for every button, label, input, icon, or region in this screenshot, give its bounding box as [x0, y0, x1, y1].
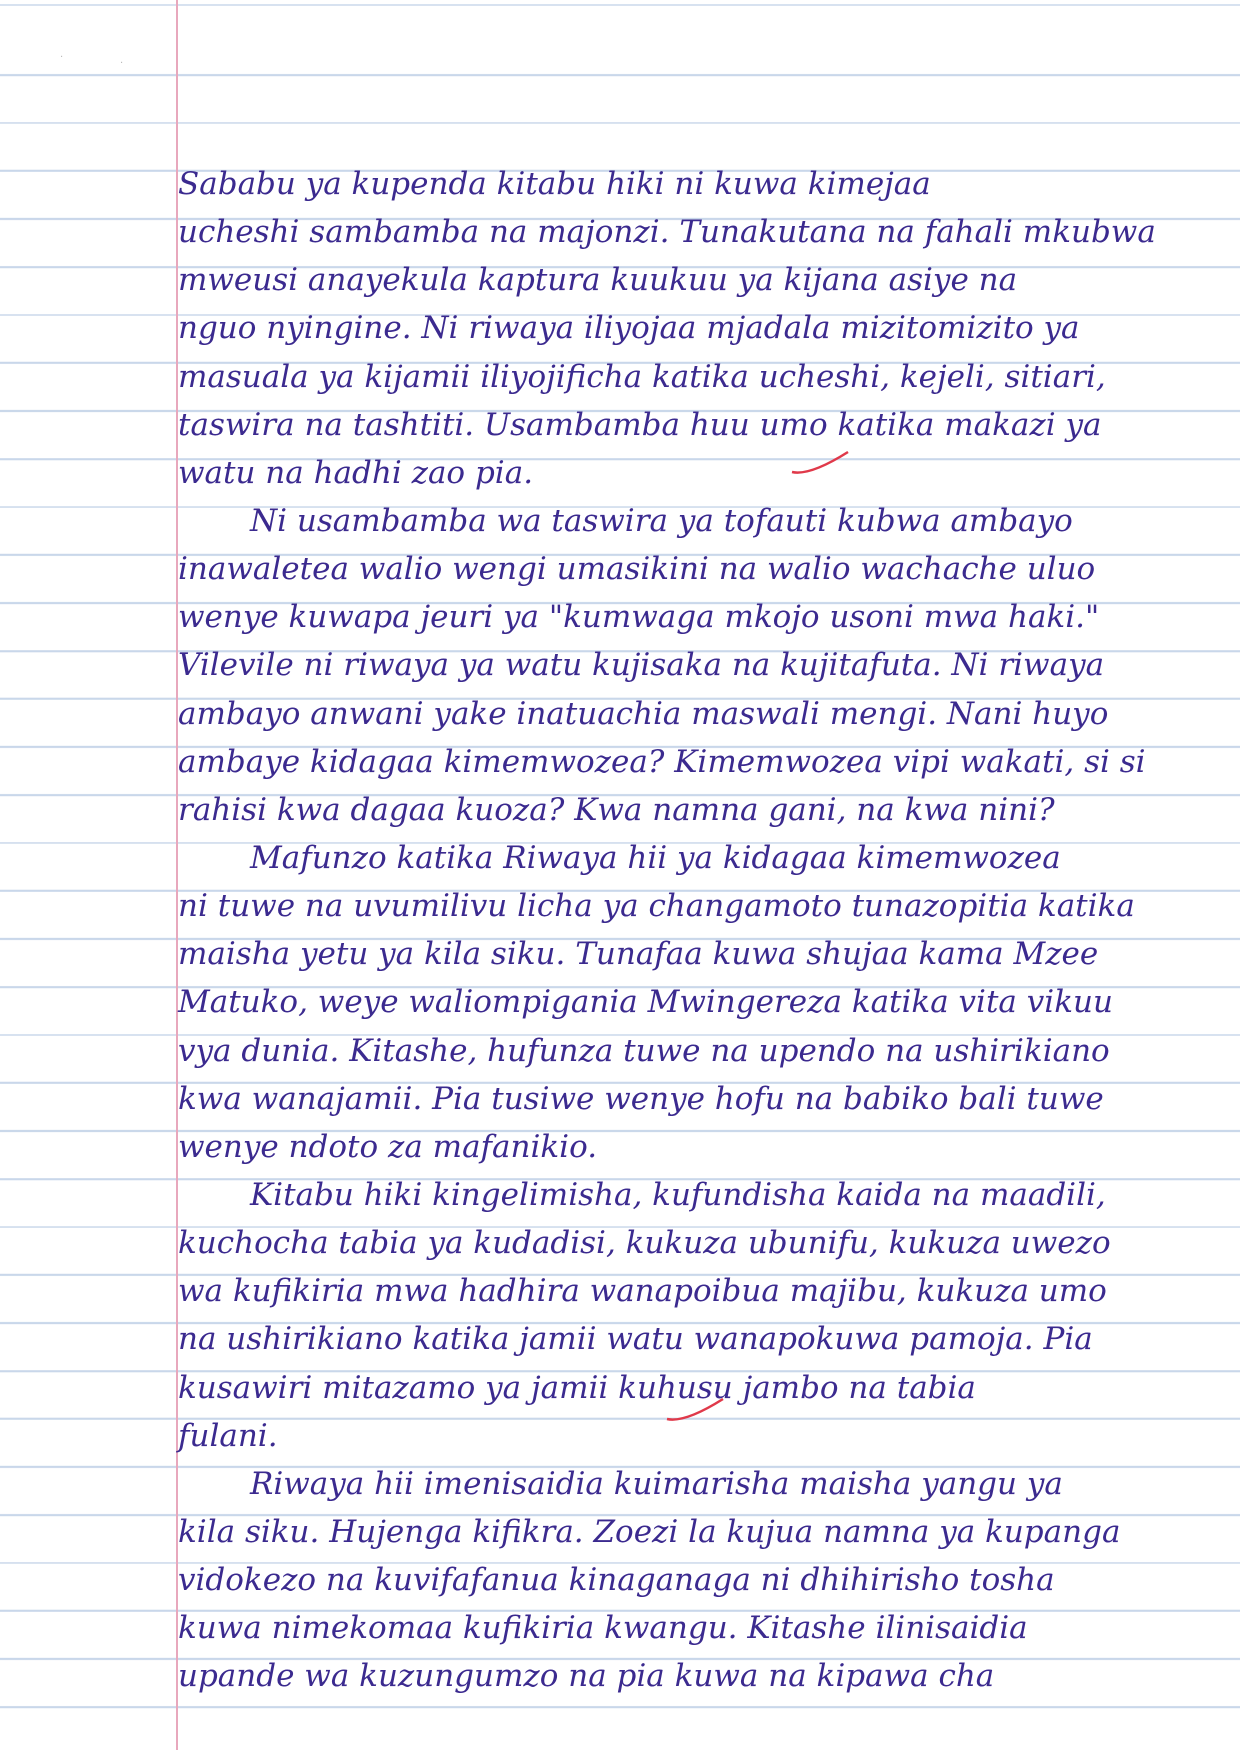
essay-line: rahisi kwa dagaa kuoza? Kwa namna gani, na kwa nini?	[178, 791, 1055, 828]
essay-line: wa kufikiria mwa hadhira wanapoibua majibu, kukuza umo	[178, 1273, 1107, 1310]
essay-line: ambaye kidagaa kimemwozea? Kimemwozea vipi wakati, si si	[178, 743, 1146, 780]
red-tick-mark	[790, 448, 850, 478]
essay-line: fulani.	[178, 1417, 278, 1454]
essay-line: ucheshi sambamba na majonzi. Tunakutana na fahali mkubwa	[178, 214, 1156, 251]
essay-line: kuchocha tabia ya kudadisi, kukuza ubunifu, kukuza uwezo	[178, 1225, 1111, 1262]
essay-line: maisha yetu ya kila siku. Tunafaa kuwa shujaa kama Mzee	[178, 936, 1099, 973]
essay-line: upande wa kuzungumzo na pia kuwa na kipawa cha	[178, 1658, 995, 1695]
essay-line: taswira na tashtiti. Usambamba huu umo katika makazi ya	[178, 406, 1102, 443]
essay-line: Sababu ya kupenda kitabu hiki ni kuwa kimejaa	[178, 166, 931, 202]
essay-line: Riwaya hii imenisaidia kuimarisha maisha yangu ya	[250, 1465, 1063, 1502]
essay-line: ambayo anwani yake inatuachia maswali mengi. Nani huyo	[178, 695, 1109, 732]
essay-line: inawaletea walio wengi umasikini na walio wachache uluo	[178, 551, 1096, 588]
essay-line: Ni usambamba wa taswira ya tofauti kubwa ambayo	[250, 502, 1073, 539]
essay-line: ni tuwe na uvumilivu licha ya changamoto tunazopitia katika	[178, 888, 1135, 925]
essay-line: kuwa nimekomaa kufikiria kwangu. Kitashe ilinisaidia	[178, 1610, 1028, 1647]
essay-line: Vilevile ni riwaya ya watu kujisaka na kujitafuta. Ni riwaya	[178, 647, 1105, 684]
essay-line: Matuko, weye waliompigania Mwingereza katika vita vikuu	[178, 984, 1113, 1021]
essay-line: vidokezo na kuvifafanua kinaganaga ni dhihirisho tosha	[178, 1562, 1055, 1599]
essay-line: na ushirikiano katika jamii watu wanapokuwa pamoja. Pia	[178, 1321, 1093, 1358]
essay-line: masuala ya kijamii iliyojificha katika ucheshi, kejeli, sitiari,	[178, 358, 1106, 395]
essay-line: Kitabu hiki kingelimisha, kufundisha kaida na maadili,	[250, 1176, 1106, 1213]
essay-line: watu na hadhi zao pia.	[178, 454, 534, 491]
essay-line: mweusi anayekula kaptura kuukuu ya kijana asiye na	[178, 262, 1018, 299]
paper-speck: ·	[60, 52, 64, 63]
paper-speck: ·	[120, 58, 124, 69]
essay-line: Mafunzo katika Riwaya hii ya kidagaa kimemwozea	[250, 839, 1061, 876]
handwritten-essay	[178, 160, 1228, 1701]
red-tick-mark	[665, 1395, 725, 1425]
essay-line: nguo nyingine. Ni riwaya iliyojaa mjadala mizitomizito ya	[178, 310, 1080, 347]
essay-line: vya dunia. Kitashe, hufunza tuwe na upendo na ushirikiano	[178, 1032, 1110, 1069]
essay-line: wenye ndoto za mafanikio.	[178, 1128, 598, 1165]
essay-line: kila siku. Hujenga kifikra. Zoezi la kujua namna ya kupanga	[178, 1513, 1121, 1550]
essay-line: kusawiri mitazamo ya jamii kuhusu jambo na tabia	[178, 1369, 976, 1406]
essay-line: kwa wanajamii. Pia tusiwe wenye hofu na babiko bali tuwe	[178, 1080, 1104, 1117]
essay-line: wenye kuwapa jeuri ya "kumwaga mkojo usoni mwa haki."	[178, 599, 1100, 636]
